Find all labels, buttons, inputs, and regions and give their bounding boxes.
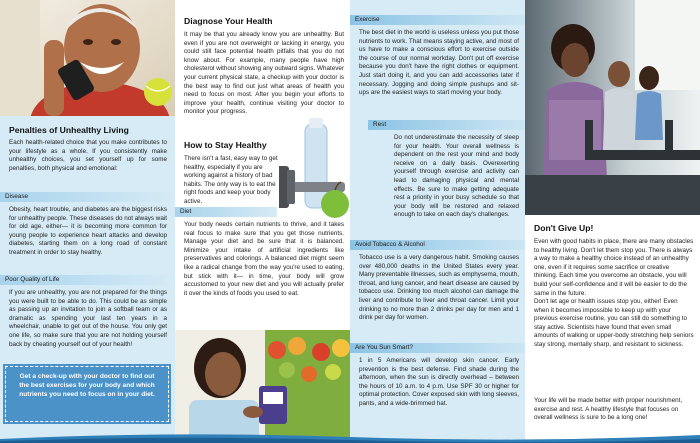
dont-give-up-p2: Don't let age or health issues stop you, either! Even when it becomes impossible to keep up with your previous exercise routine, you can still do something to stay active. Scientists have found that even small amounts of walking or upper-body stretching help seniors stay strong, mentally sharp, and resistant to sickness. (534, 298, 694, 348)
smiling-senior-man-photo (0, 0, 175, 116)
dont-give-up-p1: Even with good habits in place, there are many obstacles to healthy living. Don't let them stop you. There is always a way to make a healthy choice instead of an unhealthy one, even if it requires some sacrifice or creative thinking. Each time you overcome an obstacle, you will build your self-confidence and it will be easier to do the same in the future. (534, 238, 694, 297)
sun-text: 1 in 5 Americans will develop skin cancer. Early prevention is the best defense. Find shade during the afternoon, when the sun is directly overhead – between the hours of 10 a.m. to 4 p.m. Use SPF 30 or higher for optimal protection. Cover exposed skin with long sleeves, pants, and a wide-brimmed hat. (359, 357, 519, 407)
diet-label: Diet (175, 207, 277, 217)
penalties-intro: Each health-related choice that you make contributes to your lifestyle as a whole. If you consistently make unhealthy choices, you set yourself up for some penalties, both physical and emotional: (9, 139, 167, 172)
tobacco-text: Tobacco use is a very dangerous habit. Smoking causes over 480,000 deaths in the United States every year. Many preventable illnesses, such as emphysema, mouth, throat, and lung cancer, and heart disease are caused by tobacco use. Drinking too much alcohol can damage the liver and contribute to liver and throat cancer. Limit your drinking to no more than 2 drinks per day for men and 1 drink per day for women. (359, 254, 519, 322)
rest-text: Do not underestimate the necessity of sleep for your health. Your overall wellness is dependent on the rest your mind and body receive on a daily basis. Overexerting yourself through exercise and activity can lead to damaging physical and mental effects. Be sure to make getting adequate rest a priority in your busy schedule so that your body will be restored and relaxed enough to take on each day's challenges. (394, 134, 519, 219)
exercise-text: The best diet in the world is useless unless you put those nutrients to work. That means staying active, and most of us have to make a conscious effort to exercise outside the course of our normal workday. Don't put off exercise because you don't have the right clothes or equipment. Just start doing it, and you can add accessories later if necessary. Jogging and doing simple pushups and sit-ups are the easiest ways to start moving your body. (359, 29, 519, 97)
stay-healthy-heading: How to Stay Healthy (184, 140, 267, 150)
diagnose-text: It may be that you already know you are unhealthy. But even if you are not overweight or lacking in energy, you could still face potential health pitfalls that you do not know about. For example, many people have high cholesterol without showing any outward signs. Whatever your current physical state, a checkup with your doctor is the best way to find out just what areas of health you need to focus on most. After you begin your efforts to improve your health, continue visiting your doctor to monitor your progress. (184, 31, 344, 116)
panel-diagnose (175, 0, 350, 443)
bottom-wave-decoration (0, 429, 700, 443)
dont-give-up-p3: Your life will be made better with proper nourishment, exercise and rest. A healthy lifestyle that focuses on overall wellness is sure to be a long one! (534, 397, 683, 422)
quality-text: If you are unhealthy, you are not prepared for the things you were built to be able to do. This could be as simple as passing up an invitation to join a softball team or as dramatic as spending your last ten years in a wheelchair, unable to get out of the house. You only get one life, so make sure that you are not holding yourself back by cheating yourself out of your health! (9, 289, 167, 348)
rest-label: Rest (368, 120, 525, 130)
stay-healthy-text: There isn't a fast, easy way to get healthy, especially if you are working against a history of bad habits. The only way is to eat the right foods and keep your body active. (184, 155, 278, 205)
exercise-label: Exercise (350, 15, 525, 25)
penalties-heading: Penalties of Unhealthy Living (9, 125, 129, 135)
diet-text: Your body needs certain nutrients to thrive, and it takes real focus to make sure that you get those nutrients. Manage your diet and be sure that it is balanced. Minimize your intake of artificial ingredients like preservatives and colorings. A balanced diet might seem like a radical change from the way you're used to eating, but stick with it— in time, your body will grow accustomed to your new diet and you will actually prefer it over the kinds of foods you used to eat. (184, 221, 344, 297)
quality-label: Poor Quality of Life (0, 275, 175, 285)
diagnose-heading: Diagnose Your Health (184, 16, 273, 26)
panel-penalties (0, 0, 175, 443)
tobacco-label: Avoid Tobacco & Alcohol (350, 240, 525, 250)
dont-give-up-heading: Don't Give Up! (534, 223, 594, 233)
checkup-callout: Get a check-up with your doctor to find out the best exercises for your body and which nutrients you need to focus on in your diet. (5, 366, 169, 422)
panel-exercise (350, 0, 525, 443)
disease-text: Obesity, heart trouble, and diabetes are the biggest risks for unhealthy people. These diseases do not always wait for old age, either— it is becoming more common for young people to experience heart attacks and develop diabetes, starting them on a long road of constant treatment in order to stay healthy. (9, 206, 167, 256)
panel-dont-give-up (525, 0, 700, 443)
dumbbell-water-apple-photo (279, 118, 350, 222)
treadmill-runners-photo (525, 0, 700, 215)
disease-label: Disease (0, 192, 175, 202)
grocery-shopping-photo (175, 330, 350, 443)
sun-label: Are You Sun Smart? (350, 343, 525, 353)
